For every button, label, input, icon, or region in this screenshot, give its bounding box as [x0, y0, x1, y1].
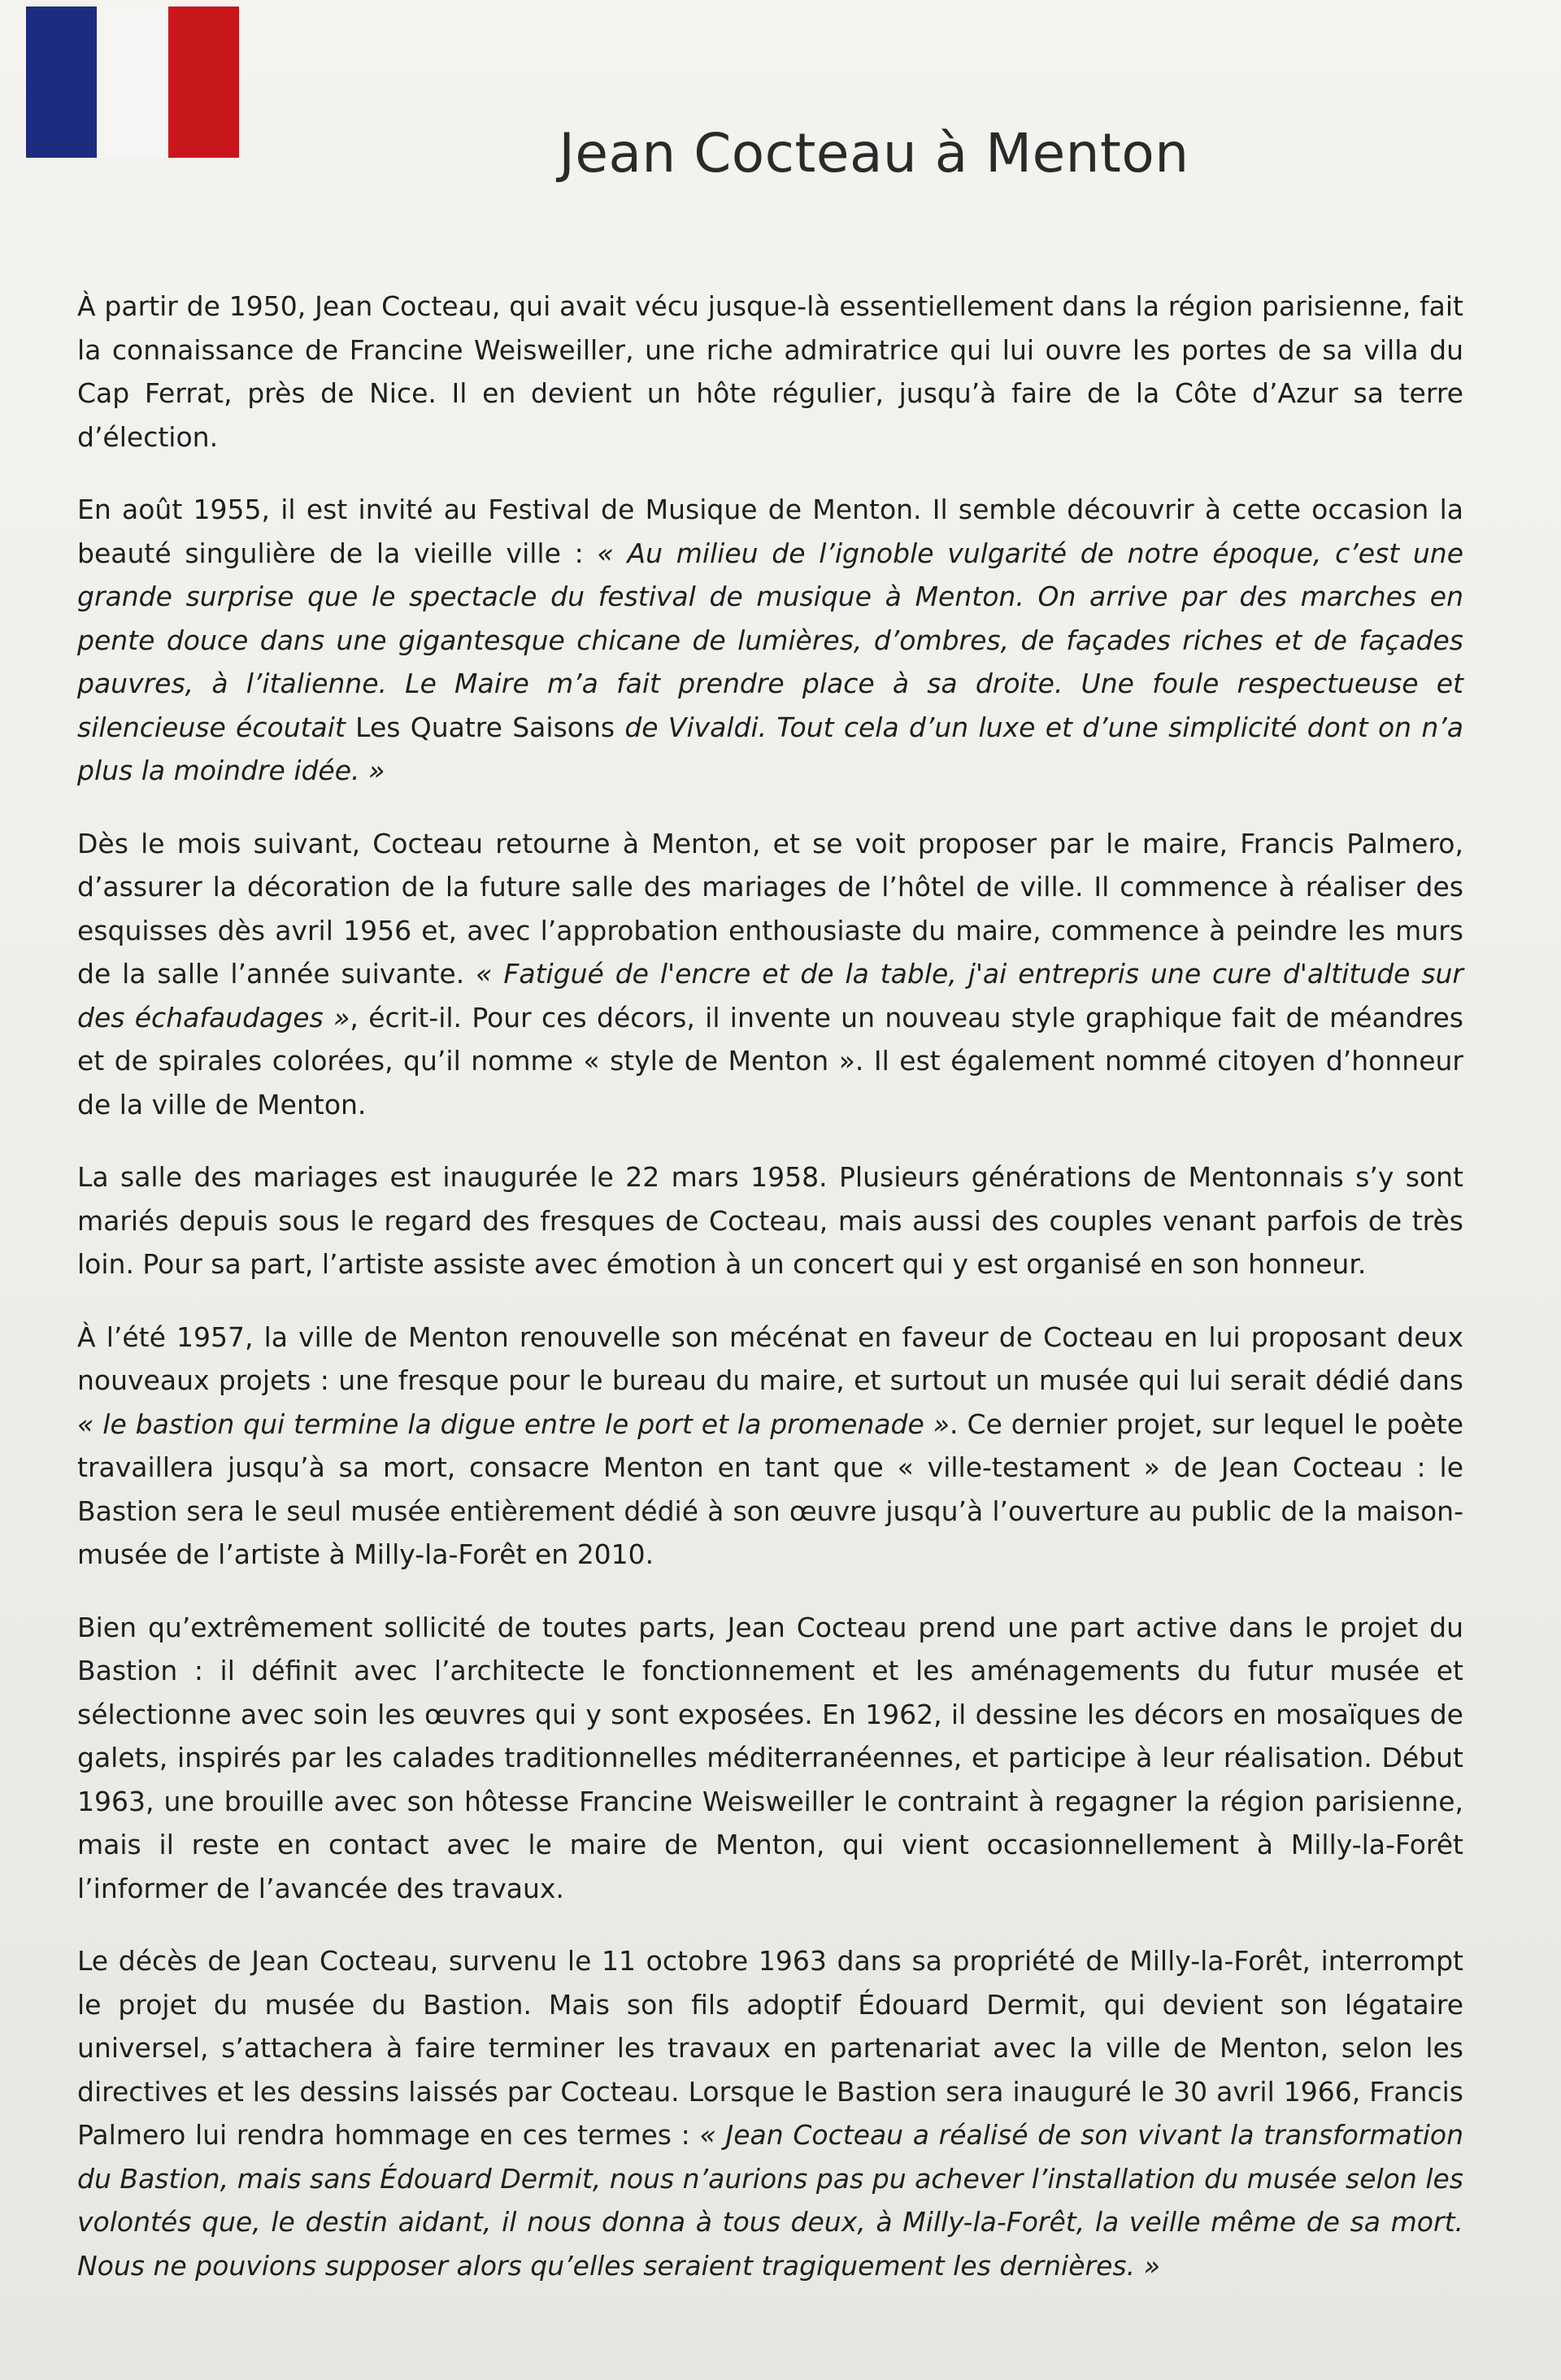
body-text: Les Quatre Saisons: [355, 711, 615, 743]
body-text: À l’été 1957, la ville de Menton renouvelle son mécénat en faveur de Cocteau en lui proposant deux nouveaux projets : une fresque pour le bureau du maire, et surtout un musée qui lui serait dédié dans: [77, 1321, 1463, 1396]
paragraph-4: [77, 1155, 1463, 1286]
quote-text: « Au milieu de l’ignoble vulgarité de notre époque, c’est une grande surprise que le spectacle du festival de musique à Menton. On arrive par des marches en pente douce dans une gigantesque chicane de lumières, d’ombres, de façades riches et de façades pauvres, à l’italienne. Le Maire m’a fait prendre place à sa droite. Une foule respectueuse et silencieuse écoutait: [77, 537, 1463, 743]
paragraph-2: [77, 488, 1463, 793]
paragraph-7: [77, 1939, 1463, 2287]
paragraph-1: [77, 285, 1463, 459]
quote-text: « Fatigué de l'encre et de la table, j'ai entrepris une cure d'altitude sur des échafaudages »: [77, 958, 1463, 1033]
quote-text: « Jean Cocteau a réalisé de son vivant la transformation du Bastion, mais sans Édouard Dermit, nous n’aurions pas pu achever l’installation du musée selon les volontés que, le destin aidant, il nous donna à tous deux, à Milly-la-Forêt, la veille même de sa mort. Nous ne pouvions supposer alors qu’elles seraient tragiquement les dernières. »: [77, 2119, 1463, 2282]
body-text: Le décès de Jean Cocteau, survenu le 11 octobre 1963 dans sa propriété de Milly-la-Forêt, interrompt le projet du musée du Bastion. Mais son fils adoptif Édouard Dermit, qui devient son légataire universel, s’attachera à faire terminer les travaux en partenariat avec la ville de Menton, selon les directives et les dessins laissés par Cocteau. Lorsque le Bastion sera inauguré le 30 avril 1966, Francis Palmero lui rendra hommage en ces termes :: [77, 1945, 1463, 2151]
body-text: Bien qu’extrêmement sollicité de toutes parts, Jean Cocteau prend une part active dans le projet du Bastion : il définit avec l’architecte le fonctionnement et les aménagements du futur musée et sélectionne avec soin les œuvres qui y sont exposées. En 1962, il dessine les décors en mosaïques de galets, inspirés par les calades traditionnelles méditerranéennes, et participe à leur réalisation. Début 1963, une brouille avec son hôtesse Francine Weisweiller le contraint à regagner la région parisienne, mais il reste en contact avec le maire de Menton, qui vient occasionnellement à Milly-la-Forêt l’informer de l’avancée des travaux.: [77, 1611, 1463, 1904]
body-text: En août 1955, il est invité au Festival de Musique de Menton. Il semble découvrir à cette occasion la beauté singulière de la vieille ville :: [77, 494, 1463, 569]
body-text: À partir de 1950, Jean Cocteau, qui avait vécu jusque-là essentiellement dans la région parisienne, fait la connaissance de Francine Weisweiller, une riche admiratrice qui lui ouvre les portes de sa villa du Cap Ferrat, près de Nice. Il en devient un hôte régulier, jusqu’à faire de la Côte d’Azur sa terre d’élection.: [77, 290, 1463, 453]
quote-text: « le bastion qui termine la digue entre le port et la promenade »: [77, 1408, 950, 1440]
paragraph-6: [77, 1606, 1463, 1911]
body-text: , écrit-il. Pour ces décors, il invente un nouveau style graphique fait de méandres et de spirales colorées, qu’il nomme « style de Menton ». Il est également nommé citoyen d’honneur de la ville de Menton.: [77, 1001, 1463, 1120]
body-text: Dès le mois suivant, Cocteau retourne à Menton, et se voit proposer par le maire, Francis Palmero, d’assurer la décoration de la future salle des mariages de l’hôtel de ville. Il commence à réaliser des esquisses dès avril 1956 et, avec l’approbation enthousiaste du maire, commence à peindre les murs de la salle l’année suivante.: [77, 827, 1463, 990]
page-title: Jean Cocteau à Menton: [559, 122, 1189, 185]
body-text: La salle des mariages est inaugurée le 22 mars 1958. Plusieurs générations de Mentonnais s’y sont mariés depuis sous le regard des fresques de Cocteau, mais aussi des couples venant parfois de très loin. Pour sa part, l’artiste assiste avec émotion à un concert qui y est organisé en son honneur.: [77, 1161, 1463, 1280]
paragraph-3: [77, 822, 1463, 1127]
quote-text: de Vivaldi. Tout cela d’un luxe et d’une simplicité dont on n’a plus la moindre idée. »: [77, 711, 1463, 786]
document-body: [77, 285, 1463, 2317]
body-text: . Ce dernier projet, sur lequel le poète travaillera jusqu’à sa mort, consacre Menton en tant que « ville-testament » de Jean Cocteau : le Bastion sera le seul musée entièrement dédié à son œuvre jusqu’à l’ouverture au public de la maison-musée de l’artiste à Milly-la-Forêt en 2010.: [77, 1408, 1463, 1570]
paragraph-5: [77, 1316, 1463, 1577]
